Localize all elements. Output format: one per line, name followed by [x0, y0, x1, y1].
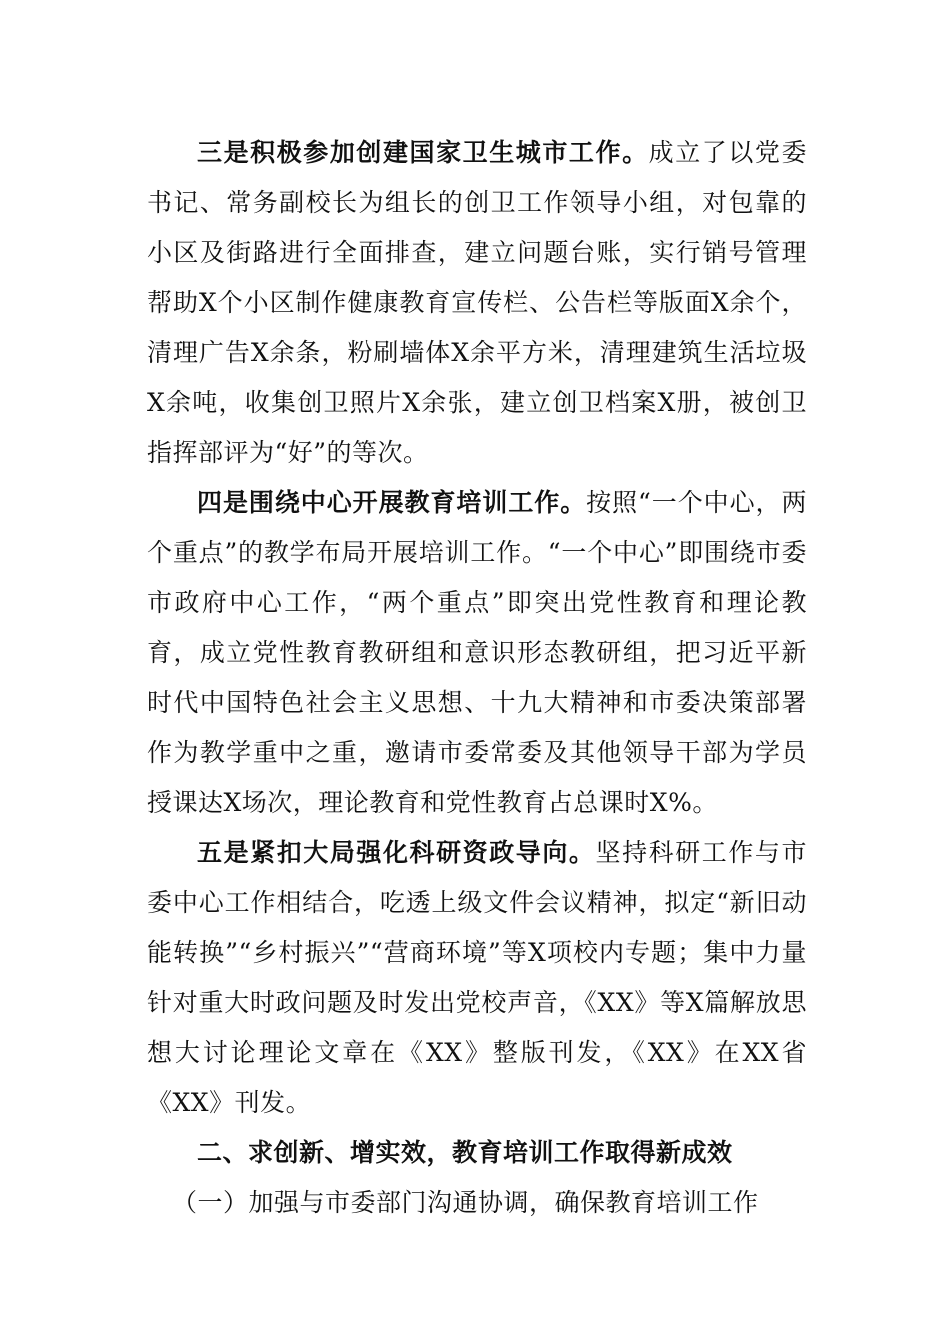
- paragraph-lead: 三是积极参加创建国家卫生城市工作。: [197, 138, 649, 167]
- paragraph-body: 成立了以党委书记、常务副校长为组长的创卫工作领导小组，对包靠的小区及街路进行全面排查，建立问题台账，实行销号管理帮助X个小区制作健康教育宣传栏、公告栏等版面X余个，清理广告X余条，粉刷墙体X余平方米，清理建筑生活垃圾X余吨，收集创卫照片X余张，建立创卫档案X册，被创卫指挥部评为“好”的等次。: [147, 138, 807, 467]
- subsection-heading: （一）加强与市委部门沟通协调，确保教育培训工作: [172, 1188, 759, 1217]
- paragraph-sishi: [147, 478, 807, 828]
- section-heading: 二、求创新、增实效，教育培训工作取得新成效: [197, 1138, 733, 1167]
- paragraph-body: 坚持科研工作与市委中心工作相结合，吃透上级文件会议精神，拟定“新旧动能转换”“乡村振兴”“营商环境”等X项校内专题；集中力量针对重大时政问题及时发出党校声音，《XX》等X篇解放思想大讨论理论文章在《XX》整版刊发，《XX》在XX省《XX》刊发。: [147, 838, 807, 1117]
- paragraph-sanshi: [147, 128, 807, 478]
- paragraph-body: 按照“一个中心，两个重点”的教学布局开展培训工作。“一个中心”即围绕市委市政府中心工作，“两个重点”即突出党性教育和理论教育，成立党性教育教研组和意识形态教研组，把习近平新时代中国特色社会主义思想、十九大精神和市委决策部署作为教学重中之重，邀请市委常委及其他领导干部为学员授课达X场次，理论教育和党性教育占总课时X%。: [147, 488, 807, 817]
- paragraph-lead: 四是围绕中心开展教育培训工作。: [197, 488, 587, 517]
- document-page: [147, 128, 807, 1228]
- paragraph-lead: 五是紧扣大局强化科研资政导向。: [197, 838, 596, 867]
- paragraph-wushi: [147, 828, 807, 1128]
